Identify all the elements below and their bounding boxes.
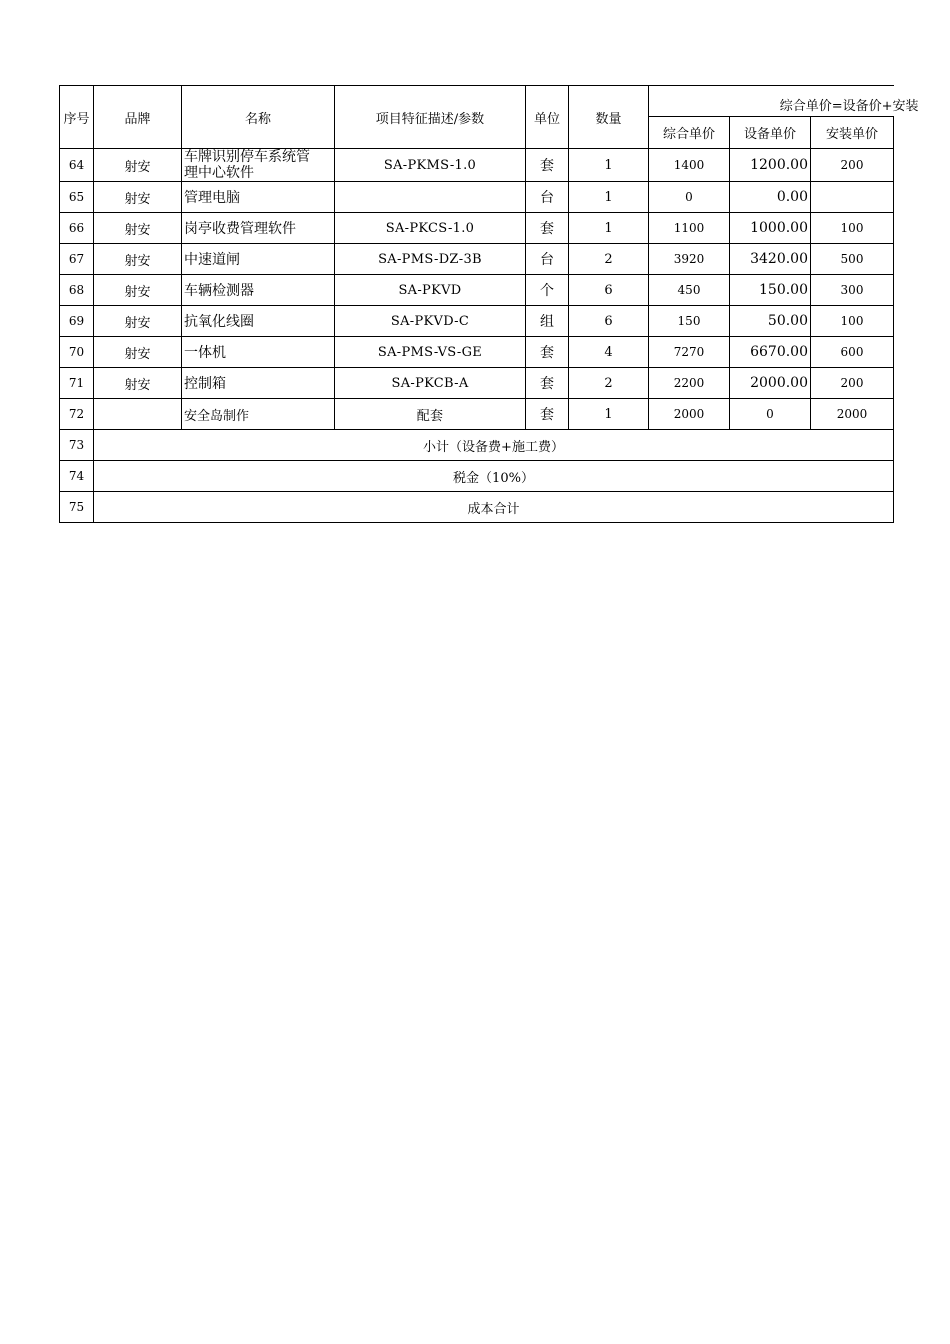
- summary-row-subtotal: [60, 430, 894, 461]
- name-line-1: 车牌识别停车系统管: [184, 149, 310, 165]
- header-row: [60, 86, 894, 117]
- name-cell: [182, 149, 335, 182]
- qty-cell: 2: [569, 368, 649, 399]
- header-name: 名称: [182, 86, 335, 149]
- name-cell: 一体机: [182, 337, 335, 368]
- combo-price-cell: 3920: [649, 244, 730, 275]
- unit-cell: 套: [526, 213, 569, 244]
- param-cell: SA-PKVD-C: [335, 306, 526, 337]
- install-price-cell: 300: [811, 275, 894, 306]
- name-cell: 车辆检测器: [182, 275, 335, 306]
- name-cell: 管理电脑: [182, 182, 335, 213]
- table-row: [60, 182, 894, 213]
- combo-price-cell: 1400: [649, 149, 730, 182]
- seq-cell: 73: [60, 430, 94, 461]
- combo-price-cell: 1100: [649, 213, 730, 244]
- name-line-2: 理中心软件: [184, 165, 254, 181]
- equip-price-cell: 6670.00: [730, 337, 811, 368]
- param-cell: [335, 182, 526, 213]
- equip-price-cell: 50.00: [730, 306, 811, 337]
- table-row: [60, 306, 894, 337]
- table-row: [60, 275, 894, 306]
- name-cell: 中速道闸: [182, 244, 335, 275]
- header-combo-group: [649, 86, 919, 117]
- subtotal-label: 小计（设备费+施工费）: [94, 430, 894, 461]
- seq-cell: 67: [60, 244, 94, 275]
- total-label: 成本合计: [94, 492, 894, 523]
- equip-price-cell: 1200.00: [730, 149, 811, 182]
- qty-cell: 2: [569, 244, 649, 275]
- brand-cell: 射安: [94, 149, 182, 182]
- equip-price-cell: 2000.00: [730, 368, 811, 399]
- qty-cell: 1: [569, 149, 649, 182]
- header-combo-price: 综合单价: [649, 117, 730, 149]
- param-cell: SA-PKCB-A: [335, 368, 526, 399]
- seq-cell: 70: [60, 337, 94, 368]
- name-cell: 安全岛制作: [182, 399, 335, 430]
- unit-cell: 套: [526, 337, 569, 368]
- param-cell: SA-PMS-DZ-3B: [335, 244, 526, 275]
- install-price-cell: [811, 182, 894, 213]
- table-row: [60, 213, 894, 244]
- combo-price-cell: 450: [649, 275, 730, 306]
- qty-cell: 1: [569, 213, 649, 244]
- equip-price-cell: 1000.00: [730, 213, 811, 244]
- header-combo-title: 综合单价=设备价+安装: [779, 99, 919, 114]
- seq-cell: 74: [60, 461, 94, 492]
- seq-cell: 69: [60, 306, 94, 337]
- param-cell: SA-PKVD: [335, 275, 526, 306]
- equip-price-cell: 150.00: [730, 275, 811, 306]
- brand-cell: 射安: [94, 275, 182, 306]
- install-price-cell: 500: [811, 244, 894, 275]
- combo-price-cell: 7270: [649, 337, 730, 368]
- header-unit: 单位: [526, 86, 569, 149]
- equip-price-cell: 0.00: [730, 182, 811, 213]
- combo-price-cell: 2000: [649, 399, 730, 430]
- table-row: [60, 149, 894, 182]
- table-row: [60, 337, 894, 368]
- param-cell: SA-PKMS-1.0: [335, 149, 526, 182]
- brand-cell: 射安: [94, 337, 182, 368]
- seq-cell: 75: [60, 492, 94, 523]
- install-price-cell: 200: [811, 149, 894, 182]
- param-cell: 配套: [335, 399, 526, 430]
- summary-row-tax: [60, 461, 894, 492]
- brand-cell: 射安: [94, 182, 182, 213]
- header-param: 项目特征描述/参数: [335, 86, 526, 149]
- brand-cell: 射安: [94, 244, 182, 275]
- header-equip-price: 设备单价: [730, 117, 811, 149]
- seq-cell: 71: [60, 368, 94, 399]
- quote-sheet: [59, 85, 919, 523]
- unit-cell: 台: [526, 244, 569, 275]
- qty-cell: 4: [569, 337, 649, 368]
- header-install-price: 安装单价: [811, 117, 894, 149]
- install-price-cell: 2000: [811, 399, 894, 430]
- table-row: [60, 244, 894, 275]
- qty-cell: 6: [569, 275, 649, 306]
- combo-price-cell: 150: [649, 306, 730, 337]
- qty-cell: 1: [569, 182, 649, 213]
- seq-cell: 68: [60, 275, 94, 306]
- unit-cell: 套: [526, 399, 569, 430]
- unit-cell: 组: [526, 306, 569, 337]
- seq-cell: 65: [60, 182, 94, 213]
- unit-cell: 个: [526, 275, 569, 306]
- brand-cell: 射安: [94, 306, 182, 337]
- combo-price-cell: 0: [649, 182, 730, 213]
- param-cell: SA-PMS-VS-GE: [335, 337, 526, 368]
- quote-table: [59, 85, 919, 523]
- qty-cell: 1: [569, 399, 649, 430]
- header-seq: 序号: [60, 86, 94, 149]
- equip-price-cell: 3420.00: [730, 244, 811, 275]
- unit-cell: 套: [526, 149, 569, 182]
- table-row: [60, 368, 894, 399]
- table-row: [60, 399, 894, 430]
- unit-cell: 套: [526, 368, 569, 399]
- brand-cell: 射安: [94, 213, 182, 244]
- param-cell: SA-PKCS-1.0: [335, 213, 526, 244]
- qty-cell: 6: [569, 306, 649, 337]
- install-price-cell: 200: [811, 368, 894, 399]
- equip-price-cell: 0: [730, 399, 811, 430]
- install-price-cell: 100: [811, 306, 894, 337]
- header-brand: 品牌: [94, 86, 182, 149]
- seq-cell: 66: [60, 213, 94, 244]
- tax-label: 税金（10%）: [94, 461, 894, 492]
- brand-cell: [94, 399, 182, 430]
- seq-cell: 64: [60, 149, 94, 182]
- header-qty: 数量: [569, 86, 649, 149]
- name-cell: 控制箱: [182, 368, 335, 399]
- name-cell: 岗亭收费管理软件: [182, 213, 335, 244]
- unit-cell: 台: [526, 182, 569, 213]
- install-price-cell: 100: [811, 213, 894, 244]
- seq-cell: 72: [60, 399, 94, 430]
- brand-cell: 射安: [94, 368, 182, 399]
- install-price-cell: 600: [811, 337, 894, 368]
- name-cell: 抗氧化线圈: [182, 306, 335, 337]
- combo-price-cell: 2200: [649, 368, 730, 399]
- summary-row-total: [60, 492, 894, 523]
